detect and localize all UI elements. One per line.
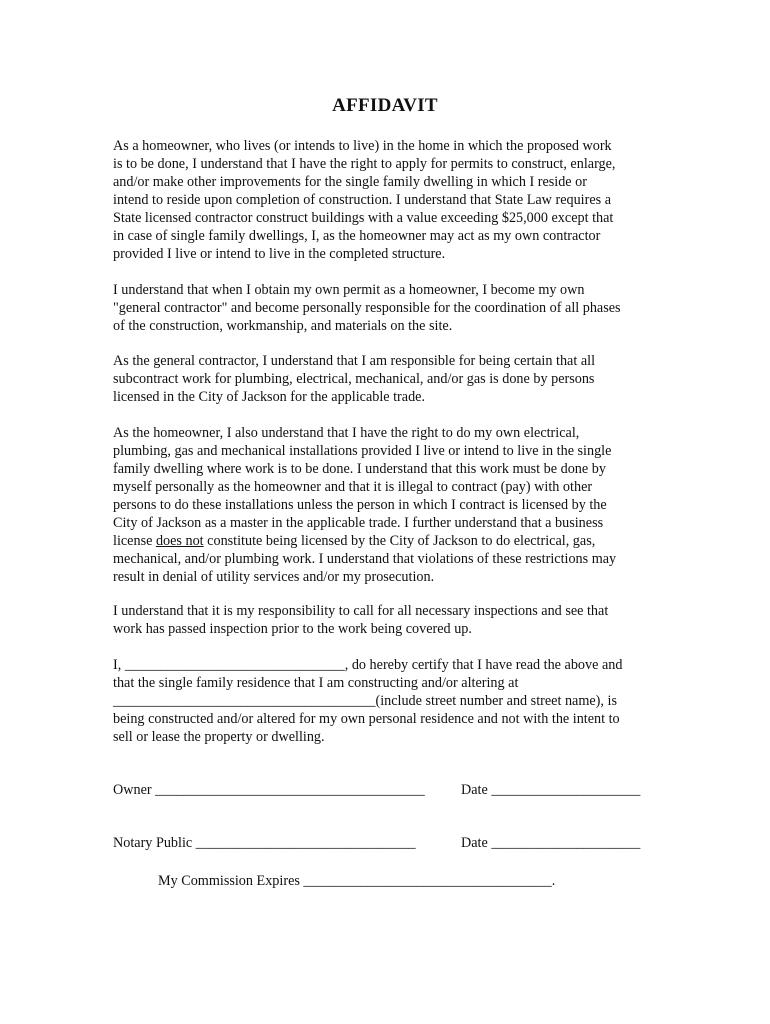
text-line: As a homeowner, who lives (or intends to live) in the home in which the proposed work xyxy=(113,138,612,154)
license-line xyxy=(113,532,661,550)
paragraph-subcontract-work xyxy=(113,352,661,406)
text-line: sell or lease the property or dwelling. xyxy=(113,729,325,745)
text-line: persons to do these installations unless the person in which I contract is licensed by the xyxy=(113,497,607,513)
owner-signature-line[interactable]: Owner ______________________________________ xyxy=(113,782,425,798)
text-line: family dwelling where work is to be done. I understand that this work must be done by xyxy=(113,461,606,477)
commission-expires-line[interactable]: My Commission Expires ___________________________________. xyxy=(158,873,556,889)
text-line: and/or make other improvements for the single family dwelling in which I reside or xyxy=(113,174,587,190)
text-line: I understand that it is my responsibility to call for all necessary inspections and see that xyxy=(113,603,609,619)
text-line: As the homeowner, I also understand that I have the right to do my own electrical, xyxy=(113,425,580,441)
paragraph-own-installations xyxy=(113,424,661,586)
text-line: provided I live or intend to live in the completed structure. xyxy=(113,246,446,262)
license-line-end: constitute being licensed by the City of Jackson to do electrical, gas, xyxy=(203,533,596,549)
text-line: being constructed and/or altered for my own personal residence and not with the intent to xyxy=(113,711,620,727)
paragraph-certification xyxy=(113,656,661,746)
text-line: is to be done, I understand that I have the right to apply for permits to construct, enlarge, xyxy=(113,156,616,172)
text-line: that the single family residence that I am constructing and/or altering at xyxy=(113,675,519,691)
notary-date-line[interactable]: Date _____________________ xyxy=(461,835,641,851)
text-line: licensed in the City of Jackson for the applicable trade. xyxy=(113,389,426,405)
text-line: subcontract work for plumbing, electrical, mechanical, and/or gas is done by persons xyxy=(113,371,595,387)
license-line-start: license xyxy=(113,533,156,549)
does-not-emphasis: does not xyxy=(155,533,204,549)
text-line: _____________________________________(include street number and street name), is xyxy=(113,693,617,709)
text-line: intend to reside upon completion of construction. I understand that State Law requires a xyxy=(113,192,612,208)
paragraph-homeowner-rights xyxy=(113,137,661,263)
text-line: City of Jackson as a master in the applicable trade. I further understand that a business xyxy=(113,515,604,531)
document-title: AFFIDAVIT xyxy=(332,95,438,116)
text-line: "general contractor" and become personally responsible for the coordination of all phases xyxy=(113,300,621,316)
notary-signature-line[interactable]: Notary Public _______________________________ xyxy=(113,835,416,851)
text-line: mechanical, and/or plumbing work. I understand that violations of these restrictions may xyxy=(113,551,617,567)
text-line: I understand that when I obtain my own permit as a homeowner, I become my own xyxy=(113,282,585,298)
owner-date-line[interactable]: Date _____________________ xyxy=(461,782,641,798)
text-line: myself personally as the homeowner and that it is illegal to contract (pay) with other xyxy=(113,479,593,495)
text-line: work has passed inspection prior to the work being covered up. xyxy=(113,621,472,637)
text-line: As the general contractor, I understand that I am responsible for being certain that all xyxy=(113,353,596,369)
text-line: in case of single family dwellings, I, as the homeowner may act as my own contractor xyxy=(113,228,601,244)
paragraph-inspections xyxy=(113,602,661,638)
text-line: State licensed contractor construct buildings with a value exceeding $25,000 except that xyxy=(113,210,614,226)
text-line: I, _______________________________, do hereby certify that I have read the above and xyxy=(113,657,623,673)
text-line: result in denial of utility services and/or my prosecution. xyxy=(113,569,435,585)
text-line: of the construction, workmanship, and materials on the site. xyxy=(113,318,453,334)
text-line: plumbing, gas and mechanical installations provided I live or intend to live in the single xyxy=(113,443,612,459)
paragraph-general-contractor xyxy=(113,281,661,335)
